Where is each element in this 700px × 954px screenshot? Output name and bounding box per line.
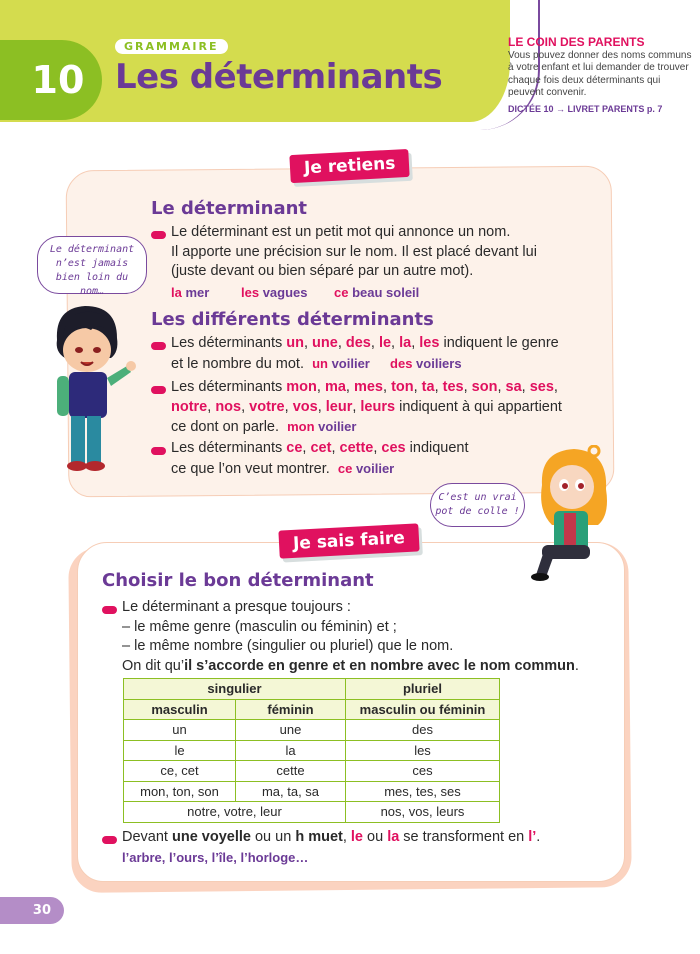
definition-paragraph: Le déterminant est un petit mot qui annonce un nom. Il apporte une précision sur le nom. Il est placé devant lui (juste devant ou bien séparé par un autre mot). la mer les vagues ce beau soleil — [171, 223, 537, 302]
table-row: le la les — [124, 740, 500, 761]
table-col-feminin: féminin — [236, 699, 346, 720]
table-row: ce, cet cette ces — [124, 761, 500, 782]
je-sais-faire-tag: Je sais faire — [278, 523, 419, 558]
articles-paragraph: Les déterminants un, une, des, le, la, les indiquent le genre et le nombre du mot. un voilier des voiliers — [171, 335, 559, 372]
bullet-icon — [151, 386, 166, 394]
section-heading-differents-determinants: Les différents déterminants — [151, 309, 434, 330]
parents-corner — [508, 36, 698, 115]
bullet-icon — [102, 836, 117, 844]
boy-speech-bubble: Le déterminant n’est jamais bien loin du nom… — [37, 236, 147, 294]
table-col-masculin: masculin — [124, 699, 236, 720]
parents-corner-text: Vous pouvez donner des noms communs à votre enfant et lui demander de trouver chaque fois deux déterminants qui peuvent convenir. — [508, 49, 692, 98]
girl-speech-bubble: C’est un vrai pot de colle ! — [430, 483, 525, 527]
agreement-paragraph: Le déterminant a presque toujours : – le même genre (masculin ou féminin) et ; – le même nombre (singulier ou pluriel) que le nom. On dit qu’il s’accorde en genre et en nombre avec le nom commun. — [122, 599, 579, 674]
table-row: mon, ton, son ma, ta, sa mes, tes, ses — [124, 781, 500, 802]
parents-corner-title: LE COIN DES PARENTS — [508, 35, 645, 49]
boy-illustration — [35, 300, 145, 475]
section-heading-le-determinant: Le déterminant — [151, 198, 308, 219]
determinants-table — [123, 678, 500, 823]
possessives-paragraph: Les déterminants mon, ma, mes, ton, ta, tes, son, sa, ses, notre, nos, votre, vos, leur, leurs indiquent à qui appartient ce dont on parle. mon voilier — [171, 379, 562, 435]
table-row: notre, votre, leur nos, vos, leurs — [124, 802, 500, 823]
girl-illustration — [528, 445, 618, 585]
arrow-right-icon: → — [556, 103, 566, 114]
livret-parents-link[interactable]: LIVRET PARENTS p. 7 — [567, 103, 663, 114]
page-number: 30 — [0, 897, 64, 924]
elision-paragraph: Devant une voyelle ou un h muet, le ou la se transforment en l’. l’arbre, l’ours, l’île, l’horloge… — [122, 828, 540, 867]
category-label: GRAMMAIRE — [115, 39, 228, 54]
table-col-masc-fem: masculin ou féminin — [346, 699, 500, 720]
je-retiens-tag: Je retiens — [289, 149, 410, 183]
demonstratives-paragraph: Les déterminants ce, cet, cette, ces indiquent ce que l’on veut montrer. ce voilier — [171, 440, 469, 477]
lesson-number-badge: 10 — [0, 40, 102, 120]
examples-line: la mer les vagues ce beau soleil — [171, 284, 420, 300]
bullet-icon — [151, 231, 166, 239]
table-header-pluriel: pluriel — [346, 679, 500, 700]
bullet-icon — [151, 447, 166, 455]
table-header-singulier: singulier — [124, 679, 346, 700]
dictee-label: DICTÉE 10 — [508, 103, 554, 114]
bullet-icon — [151, 342, 166, 350]
bullet-icon — [102, 606, 117, 614]
section-heading-choisir: Choisir le bon déterminant — [102, 570, 374, 591]
elision-examples: l’arbre, l’ours, l’île, l’horloge… — [122, 849, 309, 865]
table-row: un une des — [124, 720, 500, 741]
page-title: Les déterminants — [115, 57, 443, 97]
parents-corner-reference[interactable] — [508, 103, 698, 116]
